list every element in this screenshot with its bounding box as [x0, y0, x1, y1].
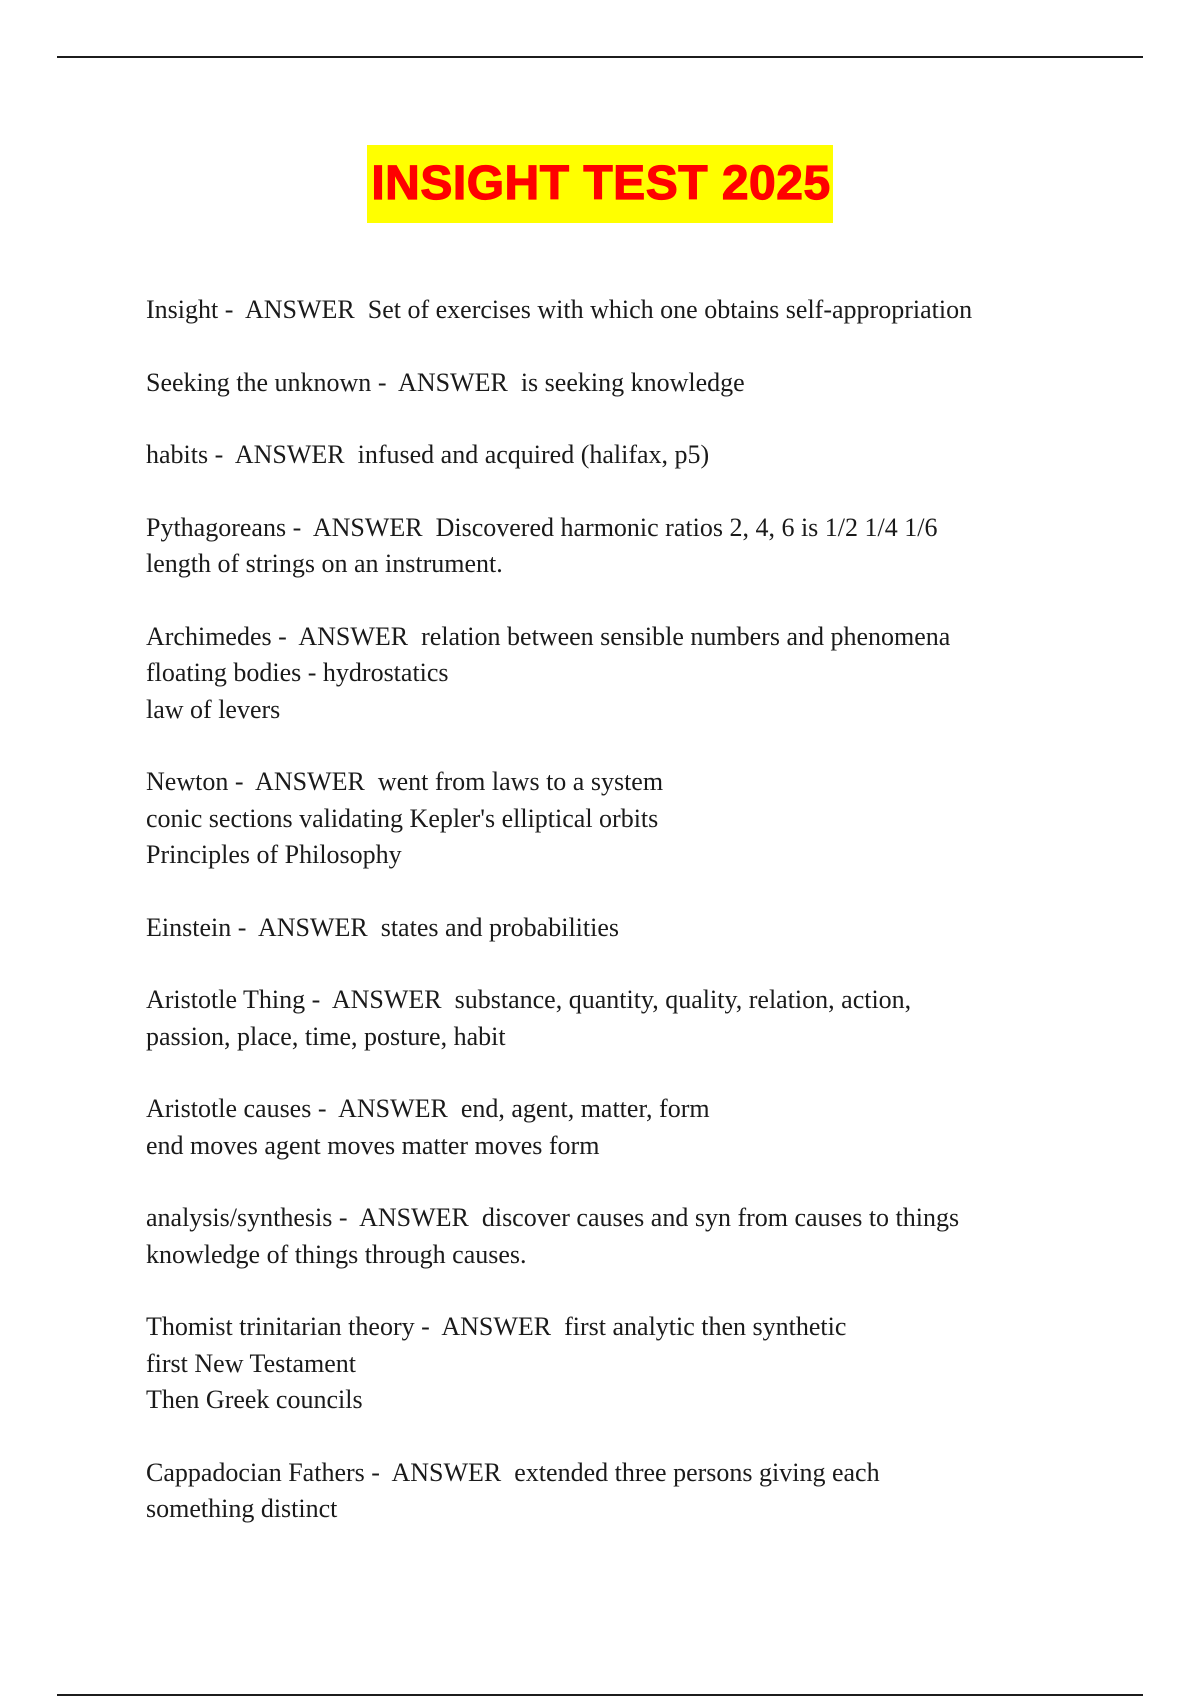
bottom-rule	[57, 1694, 1143, 1696]
qa-line-continued: law of levers	[146, 694, 281, 724]
qa-list	[146, 292, 1106, 1564]
qa-entry	[146, 510, 1106, 583]
qa-term: Pythagoreans	[146, 512, 287, 542]
qa-line-first	[146, 1455, 1106, 1492]
answer-separator: - ANSWER	[414, 1312, 565, 1341]
answer-separator: - ANSWER	[228, 767, 378, 796]
qa-term: Cappadocian Fathers	[146, 1457, 365, 1487]
qa-answer: states and probabilities	[380, 912, 619, 942]
qa-term: Aristotle Thing	[146, 985, 306, 1014]
top-rule	[57, 56, 1143, 58]
qa-entry	[146, 437, 1106, 474]
qa-answer: is seeking knowledge	[520, 367, 745, 397]
qa-line-continued: something distinct	[146, 1494, 338, 1523]
qa-line-continued: first New Testament	[146, 1348, 356, 1378]
qa-entry	[146, 764, 1106, 874]
qa-entry	[146, 1200, 1106, 1273]
qa-answer: discover causes and syn from causes to things	[481, 1203, 960, 1232]
qa-line-continued: Principles of Philosophy	[146, 840, 402, 869]
qa-entry	[146, 910, 1106, 947]
answer-separator: - ANSWER	[271, 621, 422, 651]
qa-entry	[146, 365, 1106, 402]
qa-term: Seeking the unknown	[146, 367, 372, 397]
answer-separator: - ANSWER	[311, 1094, 461, 1123]
qa-line-continued: Then Greek councils	[146, 1385, 363, 1414]
qa-answer: Set of exercises with which one obtains self-appropriation	[367, 295, 973, 324]
answer-separator: - ANSWER	[208, 440, 358, 469]
qa-answer: end, agent, matter, form	[460, 1094, 710, 1123]
qa-line-first	[146, 1200, 1106, 1237]
qa-entry	[146, 982, 1106, 1055]
document-title: INSIGHT TEST 2025	[367, 145, 832, 223]
answer-separator: - ANSWER	[371, 367, 521, 397]
qa-line-first	[146, 292, 1106, 329]
qa-answer: infused and acquired (halifax, p5)	[357, 440, 710, 469]
qa-line-continued: passion, place, time, posture, habit	[146, 1021, 506, 1051]
qa-line-first	[146, 510, 1106, 547]
qa-term: Insight	[146, 295, 219, 324]
qa-line-first	[146, 910, 1106, 947]
qa-term: analysis/synthesis	[146, 1203, 333, 1232]
qa-answer: went from laws to a system	[377, 767, 664, 796]
qa-entry	[146, 292, 1106, 329]
qa-answer: Discovered harmonic ratios 2, 4, 6 is 1/2 1/4 1/6	[435, 512, 938, 542]
qa-entry	[146, 1309, 1106, 1419]
qa-line-continued: knowledge of things through causes.	[146, 1239, 527, 1269]
qa-term: Aristotle causes	[146, 1094, 312, 1123]
qa-term: Archimedes	[146, 621, 272, 651]
qa-term: Einstein	[146, 912, 232, 942]
qa-entry	[146, 1091, 1106, 1164]
answer-separator: - ANSWER	[231, 912, 381, 942]
qa-line-first	[146, 437, 1106, 474]
answer-separator: - ANSWER	[286, 512, 436, 542]
qa-line-first	[146, 365, 1106, 402]
qa-entry	[146, 1455, 1106, 1528]
answer-separator: - ANSWER	[364, 1457, 515, 1487]
answer-separator: - ANSWER	[305, 985, 455, 1014]
qa-answer: relation between sensible numbers and phenomena	[421, 621, 951, 651]
title-block	[0, 145, 1200, 223]
qa-answer: substance, quantity, quality, relation, action,	[454, 985, 912, 1014]
qa-term: Thomist trinitarian theory	[146, 1312, 415, 1341]
qa-term: Newton	[146, 767, 229, 796]
qa-line-first	[146, 1091, 1106, 1128]
qa-line-first	[146, 619, 1106, 656]
qa-answer: extended three persons giving each	[514, 1457, 880, 1487]
answer-separator: - ANSWER	[218, 295, 368, 324]
qa-line-continued: conic sections validating Kepler's elliptical orbits	[146, 803, 659, 833]
answer-separator: - ANSWER	[332, 1203, 482, 1232]
qa-line-first	[146, 1309, 1106, 1346]
qa-line-continued: floating bodies - hydrostatics	[146, 658, 449, 687]
qa-line-first	[146, 982, 1106, 1019]
qa-entry	[146, 619, 1106, 729]
qa-line-continued: length of strings on an instrument.	[146, 549, 503, 578]
qa-term: habits	[146, 440, 209, 469]
qa-answer: first analytic then synthetic	[564, 1312, 847, 1341]
qa-line-first	[146, 764, 1106, 801]
qa-line-continued: end moves agent moves matter moves form	[146, 1130, 600, 1160]
